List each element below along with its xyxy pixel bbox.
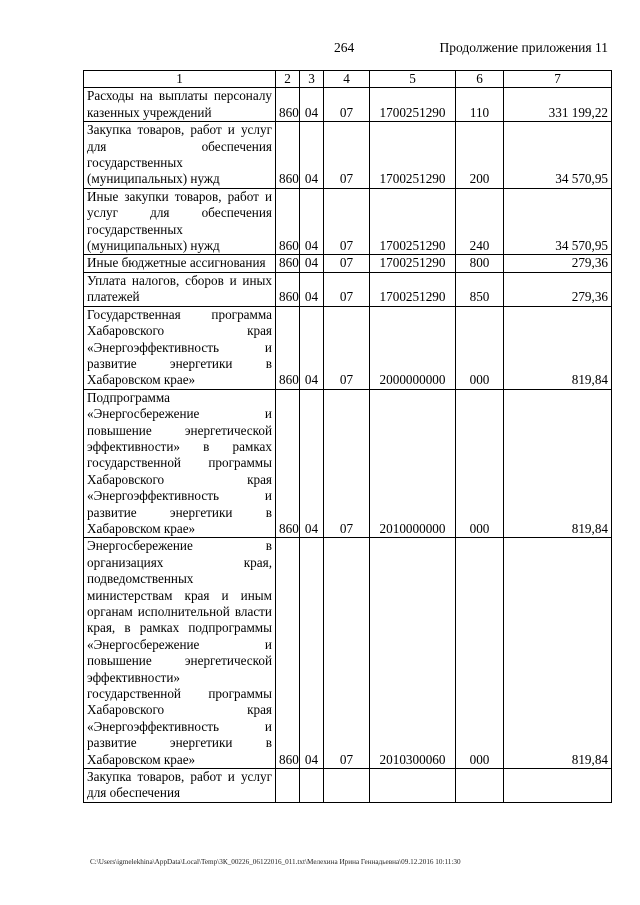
expense-name: Энергосбережение в организациях края, подведомственных министерствам края и иным органам исполнительной власти края, в рамках подпрограммы «Энергосбережение и повышение энергетической эффективности» государственной программы Хабаровского края «Энергоэффективность и развитие энергетики в Хабаровском крае» [84, 538, 276, 769]
section-code: 04 [300, 272, 324, 306]
expense-name: Иные бюджетные ассигнования [84, 255, 276, 272]
ministry-code: 860 [276, 306, 300, 389]
section-code: 04 [300, 188, 324, 255]
subsection-code: 07 [324, 272, 370, 306]
subsection-code: 07 [324, 306, 370, 389]
ministry-code: 860 [276, 255, 300, 272]
target-article-code [370, 769, 456, 803]
expense-type-code [456, 769, 504, 803]
subsection-code: 07 [324, 88, 370, 122]
target-article-code: 2000000000 [370, 306, 456, 389]
expense-name: Уплата налогов, сборов и иных платежей [84, 272, 276, 306]
amount: 279,36 [504, 255, 612, 272]
table-row [84, 306, 612, 389]
page-caption: Продолжение приложения 11 [439, 40, 608, 55]
subsection-code: 07 [324, 255, 370, 272]
subsection-code: 07 [324, 538, 370, 769]
table-row [84, 389, 612, 538]
column-header: 5 [370, 71, 456, 88]
expense-name: Расходы на выплаты персоналу казенных учреждений [84, 88, 276, 122]
ministry-code: 860 [276, 272, 300, 306]
subsection-code: 07 [324, 122, 370, 189]
page-number: 264 [334, 40, 355, 55]
ministry-code: 860 [276, 538, 300, 769]
ministry-code: 860 [276, 389, 300, 538]
amount: 331 199,22 [504, 88, 612, 122]
section-code: 04 [300, 122, 324, 189]
amount: 279,36 [504, 272, 612, 306]
target-article-code: 1700251290 [370, 272, 456, 306]
section-code: 04 [300, 88, 324, 122]
expense-name: Закупка товаров, работ и услуг для обеспечения [84, 769, 276, 803]
amount: 819,84 [504, 306, 612, 389]
section-code: 04 [300, 538, 324, 769]
expense-type-code: 800 [456, 255, 504, 272]
expense-type-code: 000 [456, 306, 504, 389]
table-row [84, 88, 612, 122]
expense-type-code: 850 [456, 272, 504, 306]
column-header: 3 [300, 71, 324, 88]
table-row [84, 769, 612, 803]
expense-type-code: 000 [456, 538, 504, 769]
file-path-footer: C:\Users\igmelekhina\AppData\Local\Temp\3К_00226_06122016_011.txt\Мелехина Ирина Геннадьевна\09.12.2016 10:11:30 [90, 858, 461, 866]
subsection-code [324, 769, 370, 803]
subsection-code: 07 [324, 389, 370, 538]
expense-type-code: 000 [456, 389, 504, 538]
expense-type-code: 110 [456, 88, 504, 122]
table-row [84, 538, 612, 769]
expense-name: Закупка товаров, работ и услуг для обеспечения государственных (муниципальных) нужд [84, 122, 276, 189]
expense-name: Иные закупки товаров, работ и услуг для обеспечения государственных (муниципальных) нужд [84, 188, 276, 255]
budget-table [83, 70, 612, 803]
target-article-code: 2010000000 [370, 389, 456, 538]
table-row [84, 122, 612, 189]
ministry-code: 860 [276, 188, 300, 255]
target-article-code: 1700251290 [370, 122, 456, 189]
target-article-code: 1700251290 [370, 88, 456, 122]
section-code: 04 [300, 255, 324, 272]
amount: 819,84 [504, 389, 612, 538]
expense-name: Государственная программа Хабаровского края «Энергоэффективность и развитие энергетики в Хабаровском крае» [84, 306, 276, 389]
expense-name: Подпрограмма «Энергосбережение и повышение энергетической эффективности» в рамках государственной программы Хабаровского края «Энергоэффективность и развитие энергетики в Хабаровском крае» [84, 389, 276, 538]
ministry-code [276, 769, 300, 803]
column-header: 7 [504, 71, 612, 88]
amount: 34 570,95 [504, 188, 612, 255]
column-number-header [84, 71, 612, 88]
amount [504, 769, 612, 803]
target-article-code: 1700251290 [370, 255, 456, 272]
table-row [84, 272, 612, 306]
column-header: 1 [84, 71, 276, 88]
target-article-code: 2010300060 [370, 538, 456, 769]
column-header: 2 [276, 71, 300, 88]
ministry-code: 860 [276, 122, 300, 189]
table-row [84, 255, 612, 272]
expense-type-code: 240 [456, 188, 504, 255]
amount: 819,84 [504, 538, 612, 769]
amount: 34 570,95 [504, 122, 612, 189]
column-header: 6 [456, 71, 504, 88]
target-article-code: 1700251290 [370, 188, 456, 255]
column-header: 4 [324, 71, 370, 88]
section-code: 04 [300, 389, 324, 538]
section-code [300, 769, 324, 803]
table-row [84, 188, 612, 255]
ministry-code: 860 [276, 88, 300, 122]
subsection-code: 07 [324, 188, 370, 255]
expense-type-code: 200 [456, 122, 504, 189]
section-code: 04 [300, 306, 324, 389]
